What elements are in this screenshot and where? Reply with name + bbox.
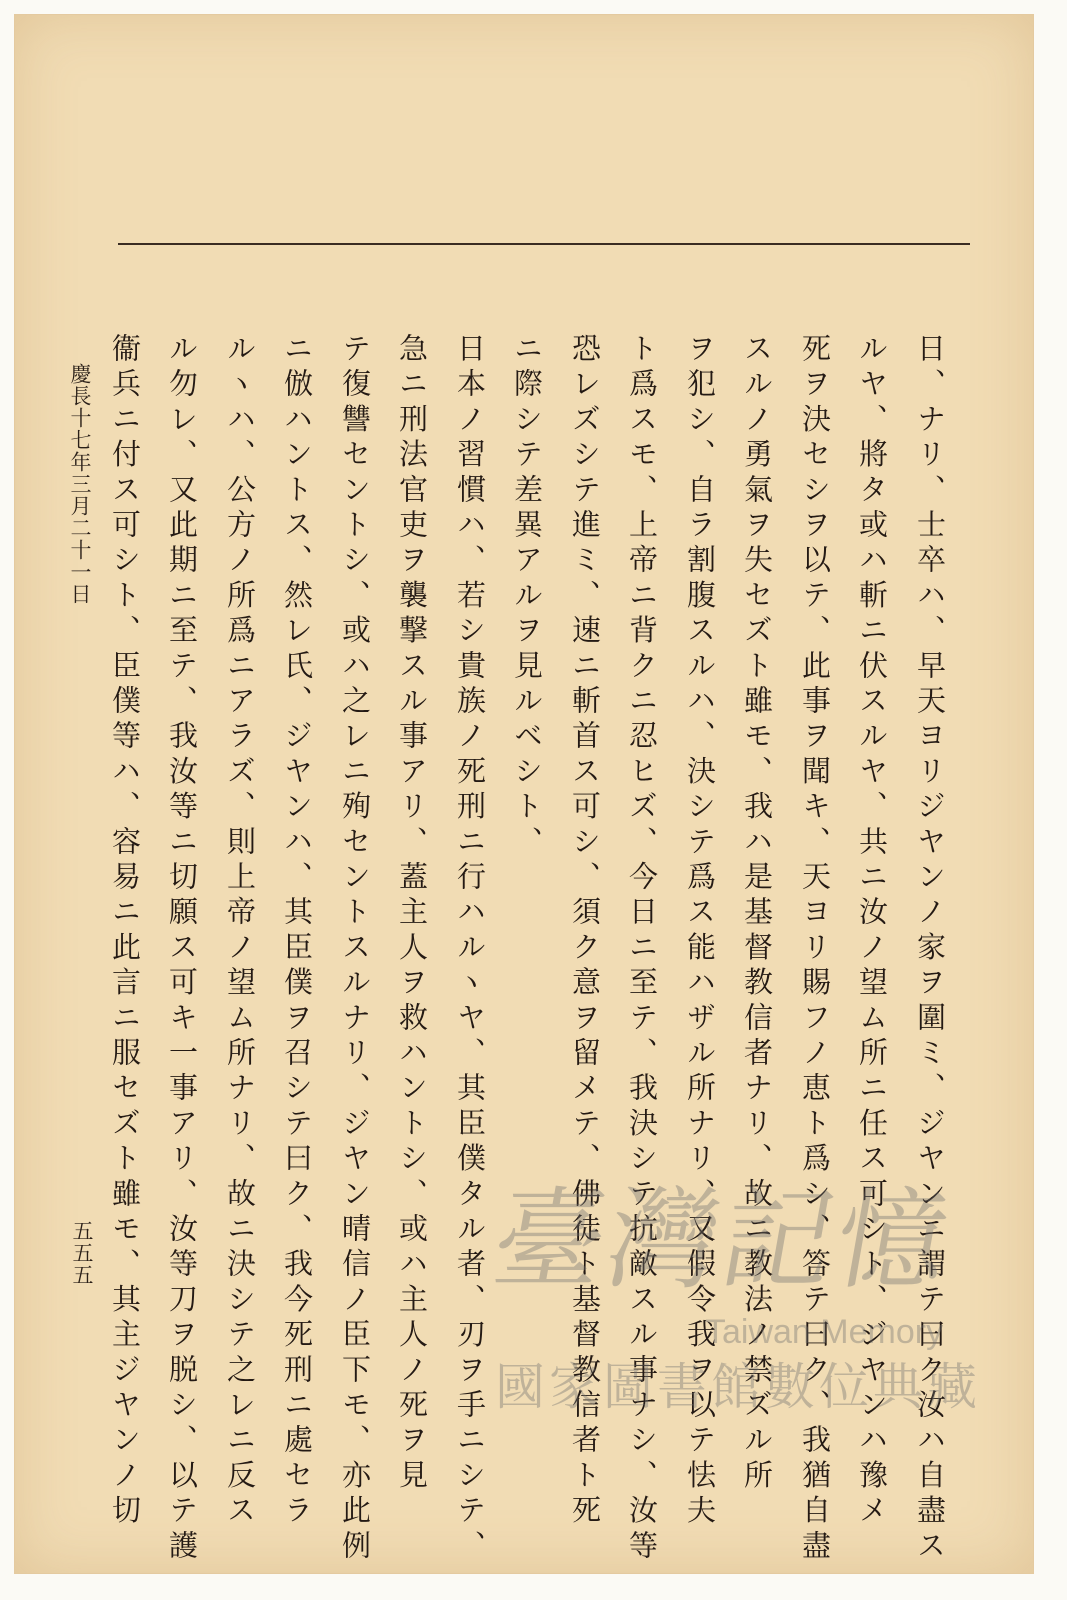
- text-column-6: ト爲スモ、上帝ニ背クニ忍ヒズ、今日ニ至テ、我決シテ抗敵スル事ナシ、汝等: [625, 333, 659, 1565]
- text-column-10: 急ニ刑法官吏ヲ襲撃スル事アリ、蓋主人ヲ救ハントシ、或ハ主人ノ死ヲ見: [395, 333, 429, 1495]
- text-column-8: ニ際シテ差異アルヲ見ルベシト、: [510, 333, 544, 861]
- text-column-3: 死ヲ決セシヲ以テ、此事ヲ聞キ、天ヨリ賜フノ恵ト爲シ、答テ曰ク、我猶自盡: [798, 333, 832, 1565]
- watermark-logo: 臺灣記憶: [483, 1176, 963, 1304]
- text-column-2: ルヤ、將タ或ハ斬ニ伏スルヤ、共ニ汝ノ望ム所ニ任ス可シト、ジヤンハ豫メ: [855, 333, 889, 1530]
- text-column-12: ニ倣ハントス、然レ氏、ジヤンハ、其臣僕ヲ召シテ曰ク、我今死刑ニ處セラ: [280, 333, 314, 1530]
- text-column-7: 恐レズシテ進ミ、速ニ斬首ス可シ、須ク意ヲ留メテ、佛徒ト基督教信者ト死: [568, 333, 602, 1530]
- text-column-4: スルノ勇氣ヲ失セズト雖モ、我ハ是基督教信者ナリ、故ニ教法ノ禁ズル所: [740, 333, 774, 1495]
- text-column-14: ル勿レ、又此期ニ至テ、我汝等ニ切願ス可キ一事アリ、汝等刀ヲ脱シ、以テ護: [165, 333, 199, 1565]
- text-column-13: ルヽハ、公方ノ所爲ニアラズ、則上帝ノ望ム所ナリ、故ニ決シテ之レニ反ス: [223, 333, 257, 1530]
- page-number: 五五五: [70, 1220, 94, 1286]
- book-page: [14, 14, 1034, 1574]
- text-column-9: 日本ノ習慣ハ、若シ貴族ノ死刑ニ行ハルヽヤ、其臣僕タル者、刃ヲ手ニシテ、: [453, 333, 487, 1565]
- text-column-11: テ復讐セントシ、或ハ之レニ殉セントスルナリ、ジヤン晴信ノ臣下モ、亦此例: [338, 333, 372, 1565]
- text-column-15: 衞兵ニ付ス可シト、臣僕等ハ、容易ニ此言ニ服セズト雖モ、其主ジヤンノ切: [108, 333, 142, 1530]
- text-column-1: 日、ナリ、士卒ハ、早天ヨリジヤンノ家ヲ圍ミ、ジヤンニ謂テ曰ク汝ハ自盡ス: [913, 333, 947, 1565]
- watermark-english: Taiwan Memory: [705, 1313, 944, 1351]
- dateline: 慶長十七年三月二十一日: [68, 363, 92, 605]
- header-rule: [118, 243, 970, 245]
- text-column-5: ヲ犯シ、自ラ割腹スルハ、決シテ爲ス能ハザル所ナリ、又假令我ヲ以テ怯夫: [683, 333, 717, 1530]
- watermark-chinese: 國家圖書館數位典藏: [495, 1358, 981, 1416]
